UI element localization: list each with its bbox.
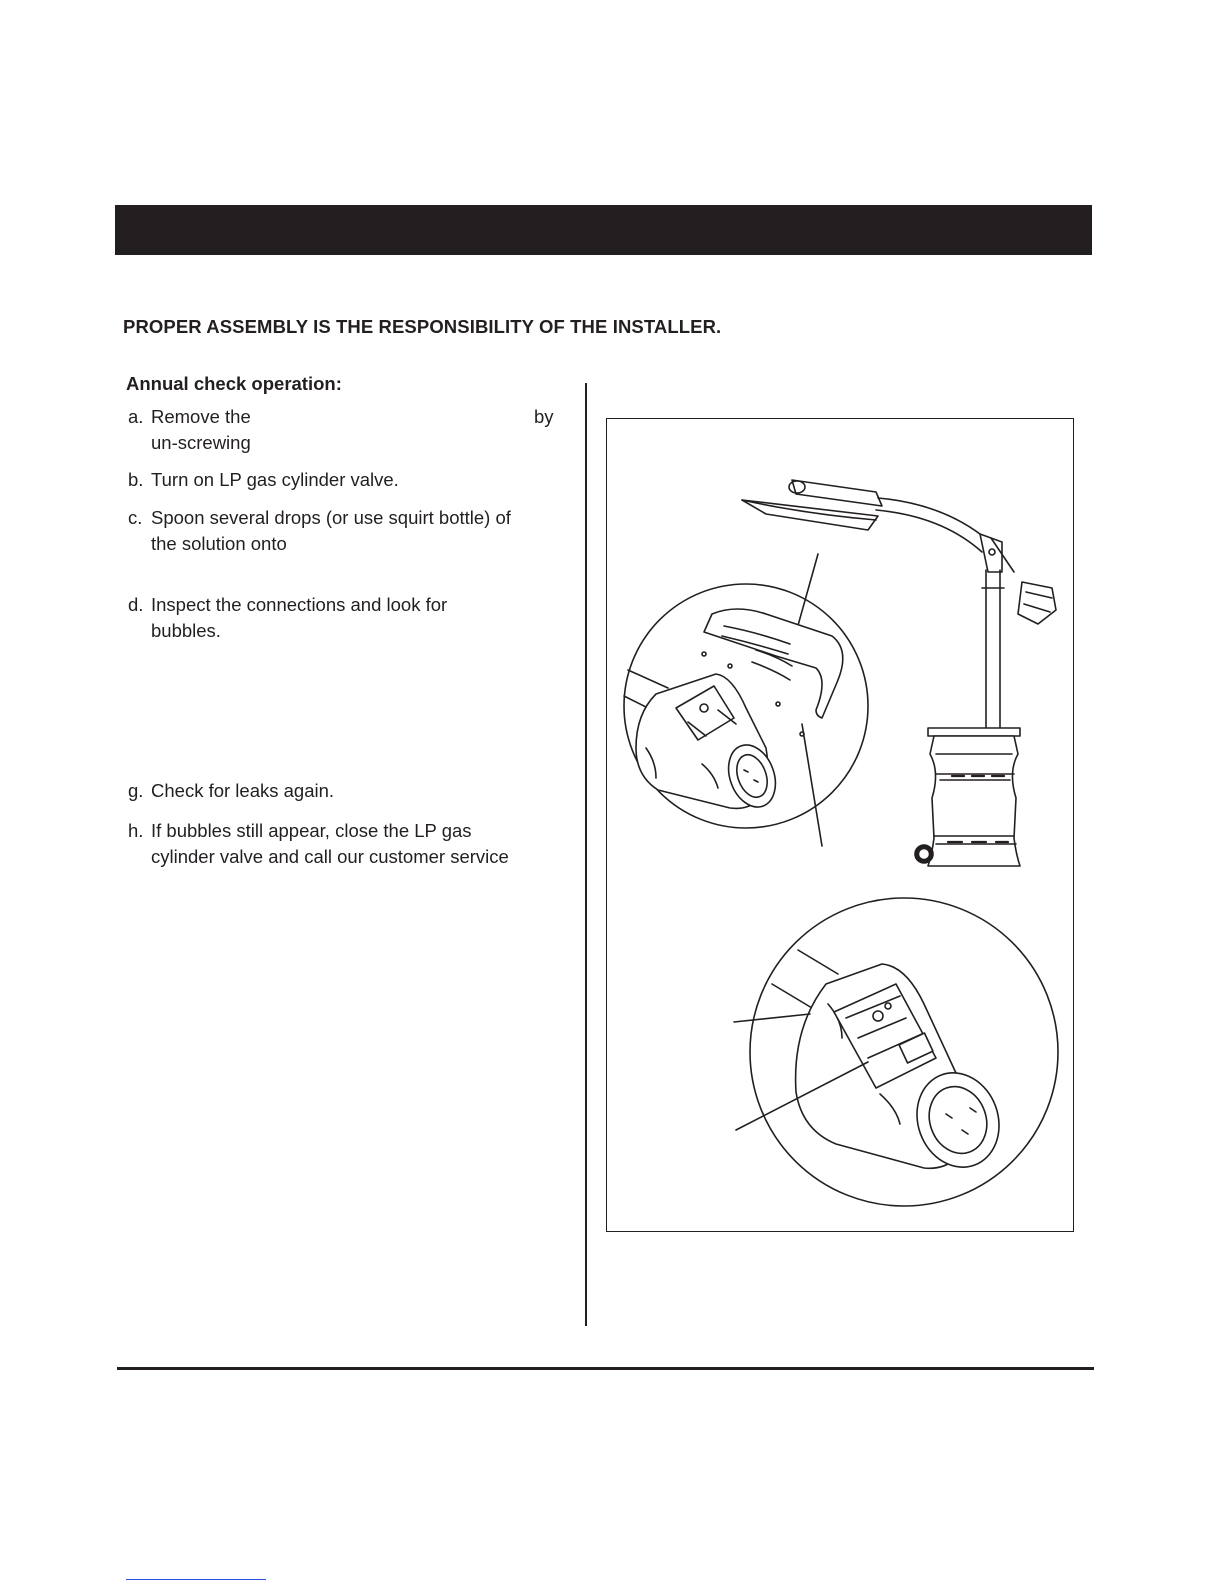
step-d <box>128 592 568 644</box>
step-text: Remove the <box>151 406 251 427</box>
step-g <box>128 778 568 804</box>
step-letter: g. <box>128 780 144 801</box>
step-a <box>128 404 568 456</box>
header-bar <box>115 205 1092 255</box>
step-letter: c. <box>128 507 143 528</box>
step-text: Inspect the connections and look for <box>151 594 448 615</box>
bottom-link-underline <box>126 1579 266 1580</box>
step-text: If bubbles still appear, close the LP gas <box>151 820 472 841</box>
step-letter: h. <box>128 820 144 841</box>
step-text-continued: the solution onto <box>151 533 287 554</box>
step-text: Turn on LP gas cylinder valve. <box>151 469 399 490</box>
step-text-end: by <box>534 406 554 427</box>
step-text: Check for leaks again. <box>151 780 335 801</box>
step-h <box>128 818 568 870</box>
pole-icon <box>982 570 1004 728</box>
step-text-continued: bubbles. <box>151 620 221 641</box>
step-b <box>128 467 568 493</box>
section-title: Annual check operation: <box>126 373 342 394</box>
heater-head-icon <box>742 480 1056 624</box>
step-letter: d. <box>128 594 144 615</box>
valve-assembly-detail-circle-icon <box>734 898 1058 1206</box>
step-letter: a. <box>128 406 144 427</box>
cover-detail-circle-icon <box>624 584 868 828</box>
step-text: Spoon several drops (or use squirt bottle) of <box>151 507 511 528</box>
step-text-continued: un-screwing <box>151 432 251 453</box>
installer-responsibility-notice: PROPER ASSEMBLY IS THE RESPONSIBILITY OF THE INSTALLER. <box>123 316 722 337</box>
heater-illustration <box>606 418 1074 1232</box>
step-c <box>128 505 568 557</box>
column-divider <box>585 383 587 1326</box>
base-icon <box>915 728 1020 866</box>
step-text-continued: cylinder valve and call our customer service <box>151 846 509 867</box>
step-letter: b. <box>128 469 144 490</box>
footer-rule <box>117 1367 1094 1370</box>
